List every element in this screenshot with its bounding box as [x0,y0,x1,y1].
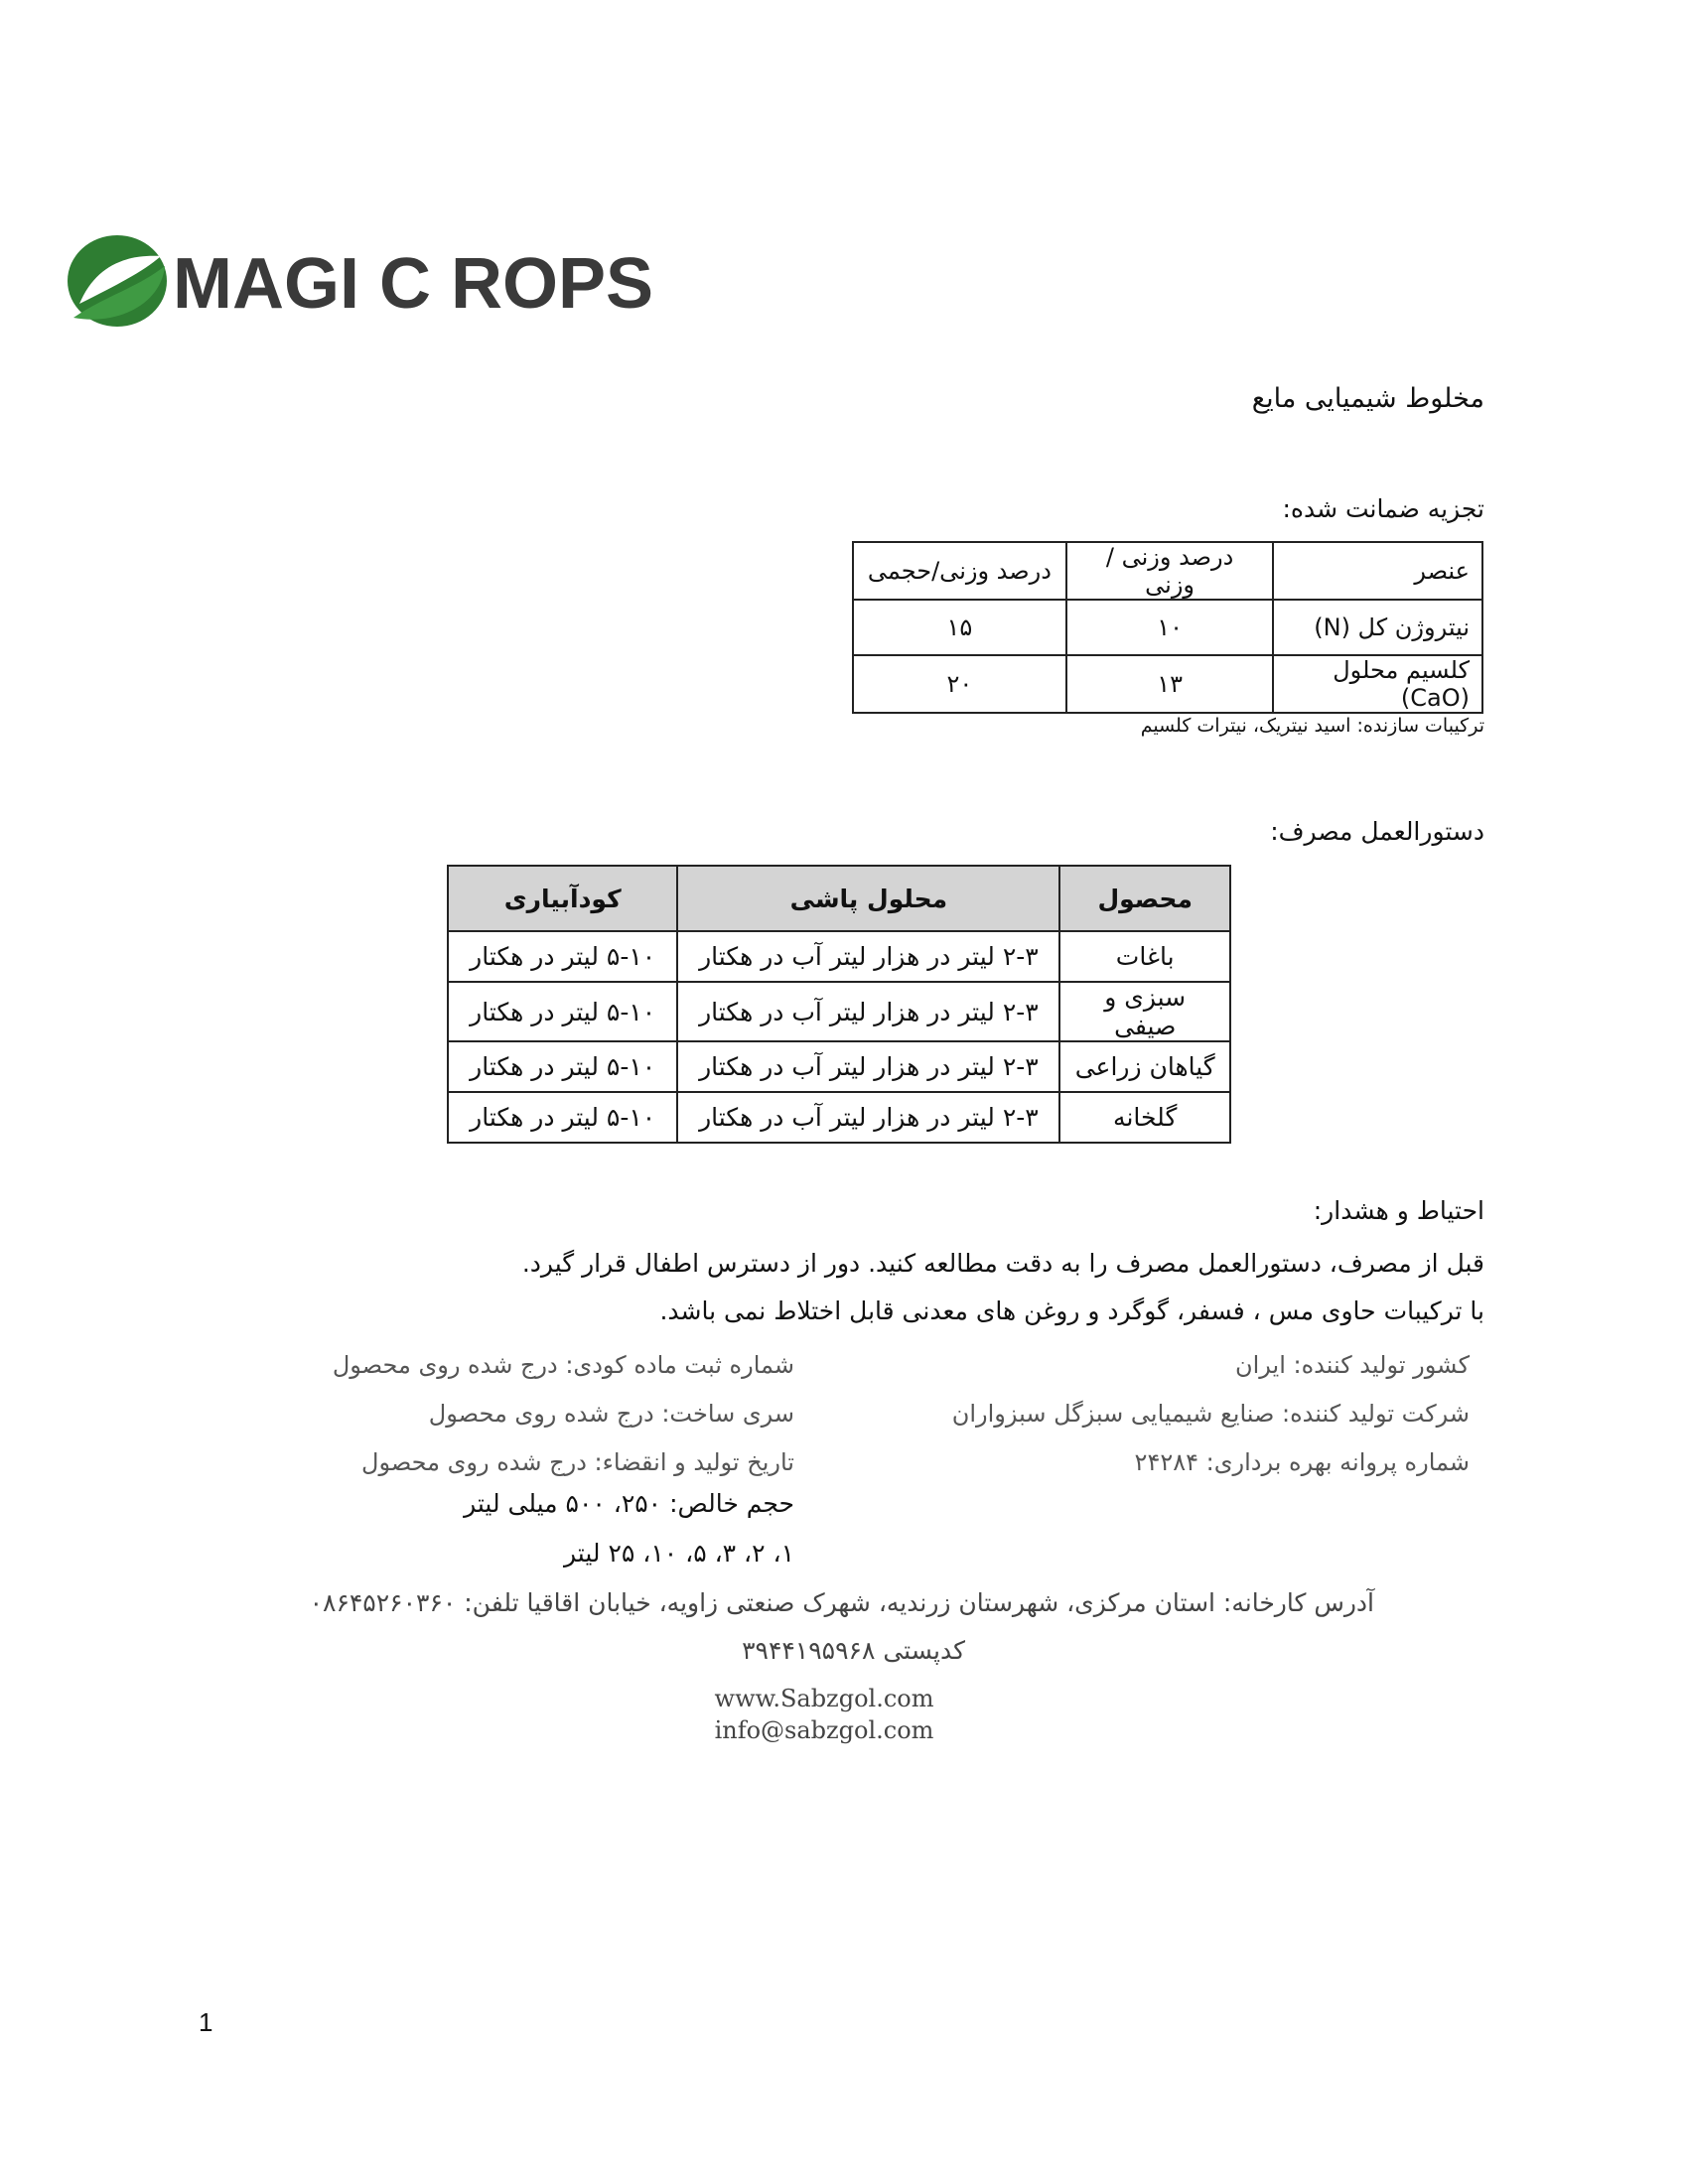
logo-text: MAGI C ROPS [173,244,654,324]
table-row [448,982,1230,1041]
table-row [853,600,1482,655]
cell-foliar: ۲-۳ لیتر در هزار لیتر آب در هکتار [677,1092,1059,1143]
usage-instructions-table [447,865,1231,1144]
batch-number: سری ساخت: درج شده روی محصول [428,1400,794,1428]
manufacturer-info [874,1345,1470,1491]
header-foliar-spray: محلول پاشی [677,866,1059,931]
net-volume-liters: ۱، ۲، ۳، ۵، ۱۰، ۲۵ لیتر [564,1539,794,1568]
postal-code: کدپستی ۳۹۴۴۱۹۵۹۶۸ [742,1636,965,1665]
warning-line: قبل از مصرف، دستورالعمل مصرف را به دقت مطالعه کنید. دور از دسترس اطفال قرار گیرد. [521,1249,1484,1278]
cell-crop: باغات [1059,931,1230,982]
table-row [853,655,1482,713]
warning-line: با ترکیبات حاوی مس ، فسفر، گوگرد و روغن های معدنی قابل اختلاط نمی باشد. [659,1297,1484,1325]
page-number: 1 [199,2007,213,2037]
operating-license: شماره پروانه بهره برداری: ۲۴۲۸۴ [1134,1448,1470,1476]
cell-value: ۱۵ [853,600,1066,655]
header-weight-weight: درصد وزنی / وزنی [1066,542,1274,600]
guaranteed-analysis-table [852,541,1483,714]
cell-fertigation: ۵-۱۰ لیتر در هکتار [448,1092,677,1143]
leaf-icon [66,226,654,336]
website-link[interactable]: www.Sabzgol.com [714,1685,934,1712]
warning-heading: احتیاط و هشدار: [1313,1196,1484,1225]
header-element: عنصر [1273,542,1482,600]
cell-element: کلسیم محلول (CaO) [1273,655,1482,713]
product-title: مخلوط شیمیایی مایع [1251,383,1484,414]
table-row [448,931,1230,982]
header-crop: محصول [1059,866,1230,931]
analysis-heading: تجزیه ضمانت شده: [1282,494,1484,523]
cell-value: ۱۰ [1066,600,1274,655]
cell-value: ۲۰ [853,655,1066,713]
header-fertigation: کودآبیاری [448,866,677,931]
product-registration-info [238,1345,794,1491]
table-header-row [448,866,1230,931]
manufacturer-company: شرکت تولید کننده: صنایع شیمیایی سبزگل سبزواران [951,1400,1470,1428]
cell-element: نیتروژن کل (N) [1273,600,1482,655]
usage-heading: دستورالعمل مصرف: [1270,817,1484,846]
cell-foliar: ۲-۳ لیتر در هزار لیتر آب در هکتار [677,982,1059,1041]
production-expiry-date: تاریخ تولید و انقضاء: درج شده روی محصول [361,1448,794,1476]
factory-address: آدرس کارخانه: استان مرکزی، شهرستان زرندیه، شهرک صنعتی زاویه، خیابان اقاقیا تلفن: ۰۸۶۴۵۲۶۰۳۶۰ [309,1588,1374,1617]
cell-foliar: ۲-۳ لیتر در هزار لیتر آب در هکتار [677,1041,1059,1092]
ingredients-note: ترکیبات سازنده: اسید نیتریک، نیترات کلسیم [1140,715,1484,737]
email-link[interactable]: info@sabzgol.com [714,1716,934,1744]
cell-fertigation: ۵-۱۰ لیتر در هکتار [448,982,677,1041]
table-row [448,1092,1230,1143]
table-header-row [853,542,1482,600]
registration-number: شماره ثبت ماده کودی: درج شده روی محصول [332,1351,794,1379]
cell-crop: گلخانه [1059,1092,1230,1143]
cell-fertigation: ۵-۱۰ لیتر در هکتار [448,1041,677,1092]
cell-value: ۱۳ [1066,655,1274,713]
table-row [448,1041,1230,1092]
cell-crop: سبزی و صیفی [1059,982,1230,1041]
header-weight-volume: درصد وزنی/حجمی [853,542,1066,600]
company-logo [66,226,654,336]
country-of-manufacture: کشور تولید کننده: ایران [1235,1351,1470,1379]
net-volume: حجم خالص: ۲۵۰، ۵۰۰ میلی لیتر [464,1489,794,1518]
cell-foliar: ۲-۳ لیتر در هزار لیتر آب در هکتار [677,931,1059,982]
cell-crop: گیاهان زراعی [1059,1041,1230,1092]
cell-fertigation: ۵-۱۰ لیتر در هکتار [448,931,677,982]
